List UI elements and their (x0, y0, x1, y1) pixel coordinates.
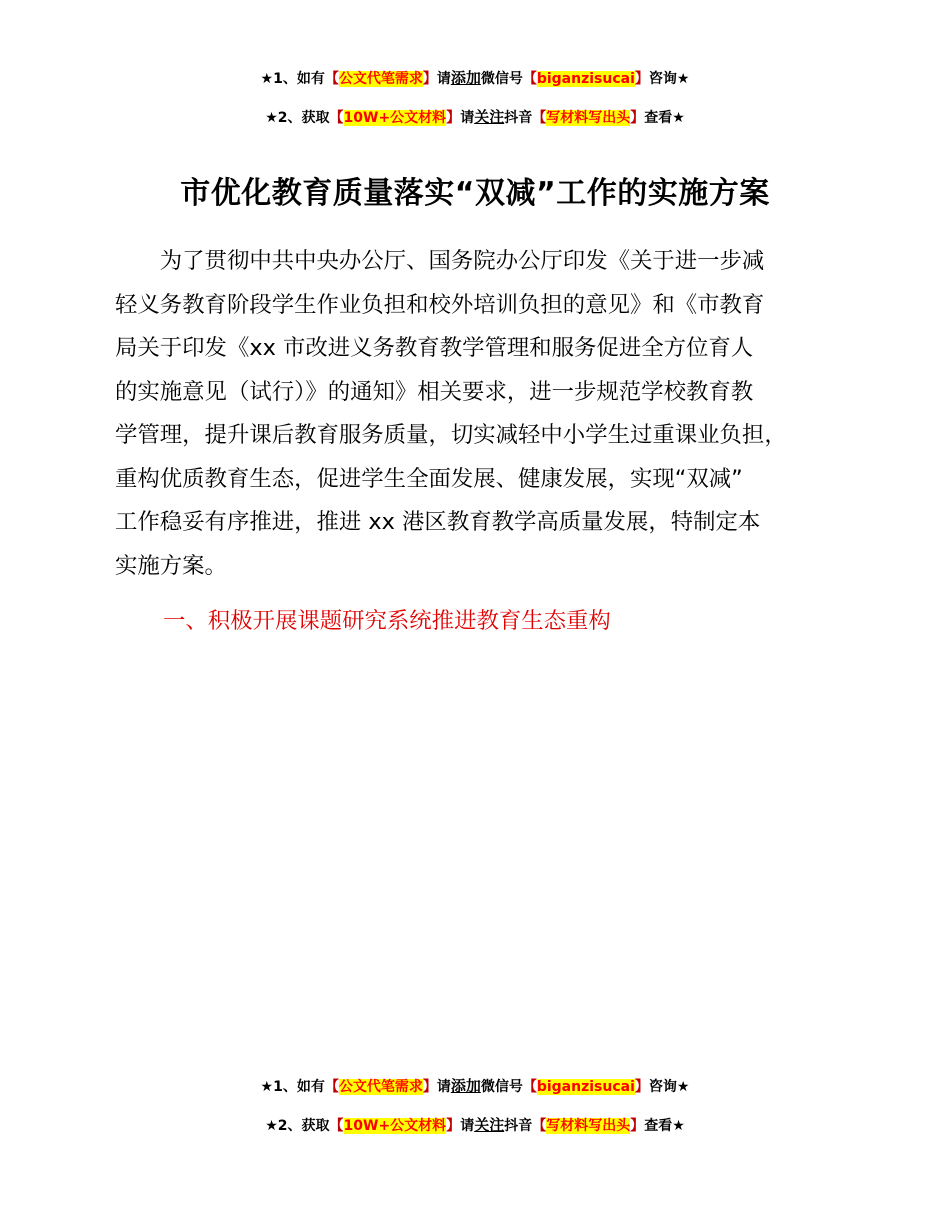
promo-prefix: ★1、如有 (260, 1079, 325, 1095)
promo-highlight-materials: 10W+公文材料 (343, 1118, 447, 1134)
paragraph-line: 工作稳妥有序推进，推进 xx 港区教育教学高质量发展，特制定本 (115, 509, 761, 535)
promo-highlight-douyin-account: 写材料写出头 (546, 1118, 631, 1134)
promo-line-2-bottom (0, 1115, 950, 1136)
promo-highlight-wechat-id: biganzisucai (536, 71, 635, 87)
promo-underlined-text: 添加 (450, 69, 481, 87)
promo-text: 微信号 (480, 71, 523, 87)
promo-prefix: ★2、获取 (265, 110, 330, 126)
promo-line-2-top (0, 107, 950, 128)
bracket-open: 【 (532, 110, 547, 126)
body-paragraph (115, 240, 860, 588)
promo-suffix: 咨询★ (648, 71, 690, 87)
promo-text: 抖音 (504, 110, 533, 126)
promo-suffix: 查看★ (644, 1118, 685, 1134)
bracket-close: 】 (634, 71, 649, 87)
document-title: 市优化教育质量落实“双减”工作的实施方案 (180, 176, 770, 211)
promo-text: 微信号 (480, 1079, 523, 1095)
bracket-close: 】 (630, 1118, 645, 1134)
promo-highlight-service: 公文代笔需求 (338, 71, 423, 87)
paragraph-line: 为了贯彻中共中央办公厅、国务院办公厅印发《关于进一步减 (115, 248, 765, 274)
bracket-open: 【 (324, 71, 339, 87)
promo-highlight-douyin-account: 写材料写出头 (546, 110, 631, 126)
promo-prefix: ★2、获取 (265, 1118, 330, 1134)
promo-text: 抖音 (504, 1118, 533, 1134)
paragraph-line: 实施方案。 (115, 552, 227, 579)
paragraph-line: 重构优质教育生态，促进学生全面发展、健康发展，实现“双减” (115, 465, 743, 492)
promo-underlined-text: 关注 (474, 108, 505, 126)
bracket-close: 】 (634, 1079, 649, 1095)
bracket-close: 】 (446, 1118, 461, 1134)
bracket-open: 【 (532, 1118, 547, 1134)
paragraph-line: 轻义务教育阶段学生作业负担和校外培训负担的意见》和《市教育 (115, 291, 765, 318)
promo-line-1-top (0, 68, 950, 89)
bracket-close: 】 (422, 1079, 437, 1095)
promo-prefix: ★1、如有 (260, 71, 325, 87)
bracket-open: 【 (522, 71, 537, 87)
promo-suffix: 查看★ (644, 110, 685, 126)
promo-text: 请 (436, 1079, 451, 1095)
bracket-open: 【 (324, 1079, 339, 1095)
bracket-open: 【 (329, 1118, 344, 1134)
section-heading: 一、积极开展课题研究系统推进教育生态重构 (163, 608, 611, 634)
bracket-open: 【 (522, 1079, 537, 1095)
promo-underlined-text: 关注 (474, 1116, 505, 1134)
promo-highlight-wechat-id: biganzisucai (536, 1079, 635, 1095)
bracket-close: 】 (630, 110, 645, 126)
promo-text: 请 (436, 71, 451, 87)
paragraph-line: 学管理，提升课后教育服务质量，切实减轻中小学生过重课业负担， (115, 422, 787, 448)
paragraph-line: 局关于印发《xx 市改进义务教育教学管理和服务促进全方位育人 (115, 335, 754, 361)
bracket-close: 】 (422, 71, 437, 87)
promo-line-1-bottom (0, 1076, 950, 1097)
bracket-close: 】 (446, 110, 461, 126)
bracket-open: 【 (329, 110, 344, 126)
promo-highlight-service: 公文代笔需求 (338, 1079, 423, 1095)
promo-highlight-materials: 10W+公文材料 (343, 110, 447, 126)
promo-text: 请 (460, 110, 475, 126)
paragraph-line: 的实施意见（试行）》的通知》相关要求，进一步规范学校教育教 (115, 378, 754, 405)
promo-suffix: 咨询★ (648, 1079, 690, 1095)
promo-text: 请 (460, 1118, 475, 1134)
promo-underlined-text: 添加 (450, 1077, 481, 1095)
